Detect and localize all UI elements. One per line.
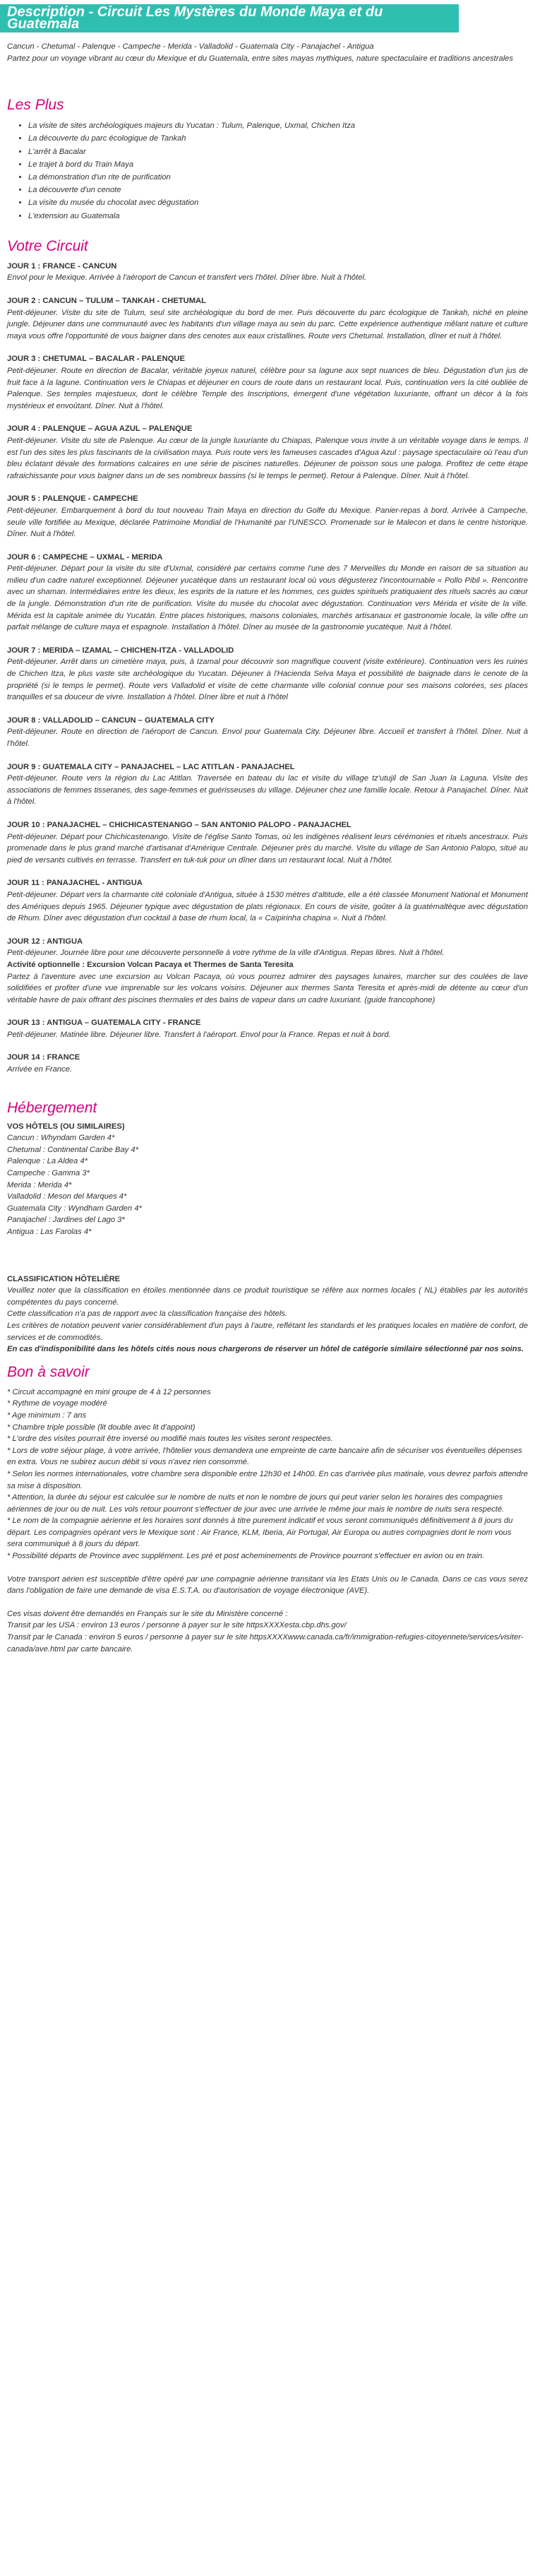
hotel-item: Valladolid : Meson del Marques 4* <box>7 1192 127 1201</box>
day-block <box>7 761 528 808</box>
optional-activity-description: Partez à l'aventure avec une excursion au Volcan Pacaya, où vous pourrez admirer des paysages lunaires, marcher sur des coulées de lave solidifiées et profiter d'une vue imprenable sur les volcans voisins. Déjeuner aux thermes Santa Teresita et après-midi de détente au cœur d'un véritable havre de paix offrant des piscines thermales et des bains de vapeur dans un cadre luxuriant. (guide francophone) <box>7 972 528 1004</box>
day-title: JOUR 3 : CHETUMAL – BACALAR - PALENQUE <box>7 355 185 364</box>
day-block <box>7 423 528 482</box>
day-block <box>7 1017 528 1040</box>
classification-line: Veuillez noter que la classification en étoiles mentionnée dans ce produit touristique se réfère aux normes locales ( NL) établies par les autorités compétentes du pays concerné. <box>7 1286 528 1307</box>
day-title: JOUR 9 : GUATEMALA CITY – PANAJACHEL – LAC ATITLAN - PANAJACHEL <box>7 762 295 771</box>
day-description: Arrivée en France. <box>7 1065 73 1074</box>
day-title: JOUR 11 : PANAJACHEL - ANTIGUA <box>7 879 143 888</box>
day-block <box>7 295 528 342</box>
day-description: Petit-déjeuner. Embarquement à bord du tout nouveau Train Maya en direction du Golfe du Mexique. Panier-repas à bord. Arrivée à Campeche, seule ville fortifiée au Mexique, déclarée Patrimoine Mondial de l'Humanité par l'UNESCO. Promenade sur le Malecon et dans le centre historique. Dîner. Nuit à l'hôtel. <box>7 506 528 539</box>
info-line: * Selon les normes internationales, votre chambre sera disponible entre 12h30 et 14h00. En cas d'arrivée plus matinale, vous devrez parfois attendre sa mise à disposition. <box>7 1469 528 1490</box>
classification-note: En cas d'indisponibilité dans les hôtels cités nous nous chargerons de réserver un hôtel de catégorie similaire sélectionné par nos soins. <box>7 1345 524 1354</box>
day-title: JOUR 1 : FRANCE - CANCUN <box>7 261 117 271</box>
day-block <box>7 645 528 704</box>
intro-route: Cancun - Chetumal - Palenque - Campeche - Merida - Valladolid - Guatemala City - Panajachel - Antigua <box>7 42 374 51</box>
transport-note: Votre transport aérien est susceptible d'être opéré par une compagnie aérienne transitant via les Etats Unis ou le Canada. Dans ce cas vous serez dans l'obligation de faire une demande de visa E.S.T.A. ou d'autorisation de voyage électronique (AVE). <box>7 1574 528 1596</box>
day-title: JOUR 13 : ANTIGUA – GUATEMALA CITY - FRANCE <box>7 1019 201 1028</box>
day-description: Petit-déjeuner. Départ pour la visite du site d'Uxmal, considéré par certains comme l'une des 7 Merveilles du Monde en raison de sa situation au milieu d'un cadre naturel exceptionnel. Déjeuner yucatèque dans un restaurant local où vous dégusterez l'incontournable « Pollo Pibil ». Rencontre avec un shaman. Intermédiaires entre les dieux, les esprits de la nature et les hommes, ces guides spirituels pratiquaient des rituels sacrés au cœur de la jungle. Démonstration d'un rite de purification. Visite du musée du chocolat avec dégustation. Continuation vers Mérida et visite de la ville. Mérida est la capitale animée du Yucatán. Entre places historiques, maisons coloniales, marchés artisanaux et gastronomie locale, la ville offre un parfait mélange de culture maya et espagnole. Installation à l'hôtel. Dîner au musée de la gastronomie yucatèque. Nuit à l'hôtel. <box>7 564 528 632</box>
visa-line: Ces visas doivent être demandés en Français sur le site du Ministère concerné : <box>7 1609 288 1618</box>
day-title: JOUR 2 : CANCUN – TULUM – TANKAH - CHETUMAL <box>7 297 206 305</box>
transport-note-block <box>7 1574 528 1597</box>
optional-activity-title: Activité optionnelle : Excursion Volcan Pacaya et Thermes de Santa Teresita <box>7 960 294 969</box>
day-title: JOUR 6 : CAMPECHE – UXMAL - MERIDA <box>7 552 163 562</box>
hotel-item: Campeche : Gamma 3* <box>7 1169 90 1178</box>
hotels-subtitle: VOS HÔTELS (OU SIMILAIRES) <box>7 1122 125 1131</box>
day-description: Petit-déjeuner. Visite du site de Tulum, seul site archéologique du bord de mer. Puis découverte du parc écologique de Tankah, niché en pleine jungle. Déjeuner dans une communauté avec les habitants d'un village maya au sein du parc. Cette expérience authentique mêlant nature et culture maya vous offre l'opportunité de vous baigner dans des cenotes aux eaux cristallines. Route vers Chetumal. Installation, dîner et nuit à l'hôtel. <box>7 308 528 340</box>
classification-text <box>7 1285 528 1343</box>
day-title: JOUR 7 : MERIDA – IZAMAL – CHICHEN-ITZA - VALLADOLID <box>7 646 234 655</box>
day-block <box>7 877 528 924</box>
classification-title: CLASSIFICATION HÔTELIÈRE <box>7 1274 121 1283</box>
bonsavoir-title: Bon à savoir <box>7 1363 90 1380</box>
day-description: Petit-déjeuner. Départ vers la charmante cité coloniale d'Antigua, située à 1530 mètres d'altitude, elle a été classée Monument National et Monument des Amériques depuis 1965. Déjeuner typique avec dégustation de plats régionaux. En cours de visite, goûter à la guatémaltèque avec dégustation de Rhum. Dîner avec dégustation d'un cocktail à base de rhum local, la « Caïpirinha chapina ». Nuit à l'hôtel. <box>7 890 528 923</box>
day-description: Petit-déjeuner. Route en direction de Bacalar, véritable joyeux naturel, célèbre pour sa lagune aux sept nuances de bleu. Dégustation d'un jus de fruit face à la lagune. Continuation vers le Chiapas et déjeuner en cours de route dans un restaurant local. Puis, continuation vers la cité oubliée de Palenque. Ses temples majestueux, dont le célèbre Temple des Inscriptions, émergent d'une végétation luxuriante, offrant un décor à la fois mystérieux et envoûtant. Dîner. Nuit à l'hôtel. <box>7 366 528 410</box>
hotel-item: Palenque : La Aldea 4* <box>7 1157 88 1166</box>
hebergement-title: Hébergement <box>7 1099 97 1116</box>
hotel-item: Chetumal : Continental Caribe Bay 4* <box>7 1145 138 1154</box>
day-title: JOUR 12 : ANTIGUA <box>7 937 83 946</box>
day-block <box>7 715 528 750</box>
classification-line: Cette classification n'a pas de rapport avec la classification française des hôtels. <box>7 1310 288 1319</box>
day-block <box>7 552 528 634</box>
day-block <box>7 261 528 284</box>
day-description: Petit-déjeuner. Arrêt dans un cimetière maya, puis, à Izamal pour découvrir son magnifique couvent (visite extérieure). Continuation vers les ruines de Chichen Itza, le plus vaste site archéologique du Yucatan. Déjeuner à l'Hacienda Selva Maya et possibilité de baignade dans le cenote de la propriété (si le temps le permet). Route vers Valladolid et visite de cette charmante ville colonial connue pour ses maisons colorées, ses places tranquilles et sa douceur de vivre. Installation à l'hôtel. Dîner libre et nuit à l'hôtel <box>7 658 528 702</box>
day-title: JOUR 4 : PALENQUE – AGUA AZUL – PALENQUE <box>7 425 193 434</box>
bonsavoir-list <box>7 1387 528 1562</box>
visa-line: Transit par les USA : environ 13 euros / personne à payer sur le site httpsXXXXesta.cbp.dhs.gov/ <box>7 1621 347 1630</box>
plus-list <box>7 119 528 222</box>
info-line: * Chambre triple possible (lit double avec lit d'appoint) <box>7 1423 196 1432</box>
info-line: * Age minimum : 7 ans <box>7 1411 87 1420</box>
plus-item: • La démonstration d'un rite de purification <box>28 171 528 184</box>
day-title: JOUR 5 : PALENQUE - CAMPECHE <box>7 494 138 504</box>
page-title-banner <box>0 4 459 32</box>
page-title: Description - Circuit Les Mystères du Monde Maya et du Guatemala <box>7 4 383 32</box>
visa-line: Transit par le Canada : environ 5 euros / personne à payer sur le site httpsXXXXwww.canada.ca/fr/immigration-refugies-citoyennete/services/visiter-canada/ave.html par carte bancaire. <box>7 1633 524 1654</box>
plus-item: • La visite du musée du chocolat avec dégustation <box>28 196 528 209</box>
info-line: * L'ordre des visites pourrait être inversé ou modifié mais toutes les visites seront respectées. <box>7 1435 333 1444</box>
info-line: * Attention, la durée du séjour est calculée sur le nombre de nuits et non le nombre de jours qui peut varier selon les horaires des compagnies aériennes de jour ou de nuit. Les vols retour pourront s'effectuer de jour avec une arrivée le même jour mais le nombre de nuits sera respecté. <box>7 1493 505 1514</box>
info-line: * Le nom de la compagnie aérienne et les horaires sont donnés à titre purement indicatif et vous seront communiqués définitivement à 8 jours du départ. Les compagnies opérant vers le Mexique sont : Air France, KLM, Iberia, Air Portugal, Air Europa ou autres compagnies dont le nom vous sera communiqué à 8 jours du départ. <box>7 1516 513 1549</box>
day-description: Petit-déjeuner. Route vers la région du Lac Atitlan. Traversée en bateau du lac et visite du village tz'utujil de San Juan la Laguna. Visite des associations de femmes tisseranes, des sage-femmes et guérisseuses du village. Déjeuner chez une famille locale. Retour à Panajachel. Dîner. Nuit à l'hôtel. <box>7 774 528 807</box>
info-line: * Rythme de voyage modéré <box>7 1399 107 1408</box>
day-description: Petit-déjeuner. Visite du site de Palenque. Au cœur de la jungle luxuriante du Chiapas, Palenque vous invite à un véritable voyage dans le temps. Il est l'un des sites les plus fascinants de la civilisation maya. Puis route vers les fameuses cascades d'Agua Azul : paysage spectaculaire où l'eau d'un bleu éclatant dévale des formations calcaires en une série de piscines naturelles. Déjeuner de poisson sous une paloga. Profitez de cette étape rafraichissante pour vous baigner dans un de ses nombreux bassins (si le temps le permet). Retour à Palenque. Dîner. Nuit à l'hôtel. <box>7 436 528 480</box>
itinerary <box>7 261 528 1076</box>
circuit-title: Votre Circuit <box>7 237 88 254</box>
day-block <box>7 819 528 866</box>
day-block <box>7 1052 528 1075</box>
day-title: JOUR 10 : PANAJACHEL – CHICHICASTENANGO – SAN ANTONIO PALOPO - PANAJACHEL <box>7 820 351 829</box>
plus-item: • La découverte du parc écologique de Tankah <box>28 132 528 145</box>
plus-item: • La visite de sites archéologiques majeurs du Yucatan : Tulum, Palenque, Uxmal, Chichen Itza <box>28 119 528 132</box>
intro <box>7 41 528 64</box>
day-block <box>7 353 528 412</box>
plus-item: • L'extension au Guatemala <box>28 210 528 222</box>
day-title: JOUR 8 : VALLADOLID – CANCUN – GUATEMALA CITY <box>7 716 215 725</box>
hotel-item: Guatemala City : Wyndham Garden 4* <box>7 1204 142 1213</box>
hotel-item: Merida : Merida 4* <box>7 1180 72 1189</box>
day-description: Petit-déjeuner. Route en direction de l'aéroport de Cancun. Envol pour Guatemala City. Déjeuner libre. Accueil et transfert à l'hôtel. Dîner. Nuit à l'hôtel. <box>7 728 528 748</box>
visa-info <box>7 1608 528 1655</box>
classification-line: Les critères de notation peuvent varier considérablement d'un pays à l'autre, reflétant les standards et les pratiques locales en matière de confort, de services et de commodités. <box>7 1321 528 1342</box>
intro-text: Partez pour un voyage vibrant au cœur du Mexique et du Guatemala, entre sites mayas mythiques, nature spectaculaire et traditions ancestrales <box>7 54 513 63</box>
plus-item: • L'arrêt à Bacalar <box>28 146 528 158</box>
hotel-item: Cancun : Whyndam Garden 4* <box>7 1134 115 1143</box>
info-line: * Circuit accompagné en mini groupe de 4 à 12 personnes <box>7 1387 211 1396</box>
content <box>0 32 535 1655</box>
day-description: Petit-déjeuner. Départ pour Chichicastenango. Visite de l'église Santo Tomas, où les indigènes réalisent leurs cérémonies et rituels ancestraux. Puis promenade dans le plus grand marché d'artisanat d'Amérique Centrale. Déjeuner près du marché. Visite du village de San Antonio Palopo, situé au pied de versants cultivés en terrasse. Transfert en tuk-tuk pour un dîner dans un restaurant local. Nuit à l'hôtel. <box>7 832 528 865</box>
hotel-item: Panajachel : Jardines del Lago 3* <box>7 1216 125 1225</box>
plus-item: • Le trajet à bord du Train Maya <box>28 158 528 171</box>
day-block <box>7 936 528 1007</box>
day-description: Petit-déjeuner. Journée libre pour une découverte personnelle à votre rythme de la ville d'Antigua. Repas libres. Nuit à l'hôtel. <box>7 949 445 958</box>
day-description: Petit-déjeuner. Matinée libre. Déjeuner libre. Transfert à l'aéroport. Envol pour la France. Repas et nuit à bord. <box>7 1030 391 1039</box>
plus-item: • La découverte d'un cenote <box>28 184 528 196</box>
day-description: Envol pour le Mexique. Arrivée à l'aéroport de Cancun et transfert vers l'hôtel. Dîner libre. Nuit à l'hôtel. <box>7 273 367 283</box>
info-line: * Lors de votre séjour plage, à votre arrivée, l'hôtelier vous demandera une empreinte de carte bancaire afin de sécuriser vos éventuelles dépenses en extra. Vous ne subirez aucun débit si vous n'avez rien consommé. <box>7 1446 522 1467</box>
info-line: * Possibilité départs de Province avec supplément. Les pré et post acheminements de Province pourront s'effectuer en avion ou en train. <box>7 1552 485 1561</box>
day-title: JOUR 14 : FRANCE <box>7 1053 80 1062</box>
hotel-list <box>7 1132 528 1237</box>
hotel-item: Antigua : Las Farolas 4* <box>7 1228 92 1236</box>
day-block <box>7 493 528 540</box>
plus-title: Les Plus <box>7 97 64 114</box>
